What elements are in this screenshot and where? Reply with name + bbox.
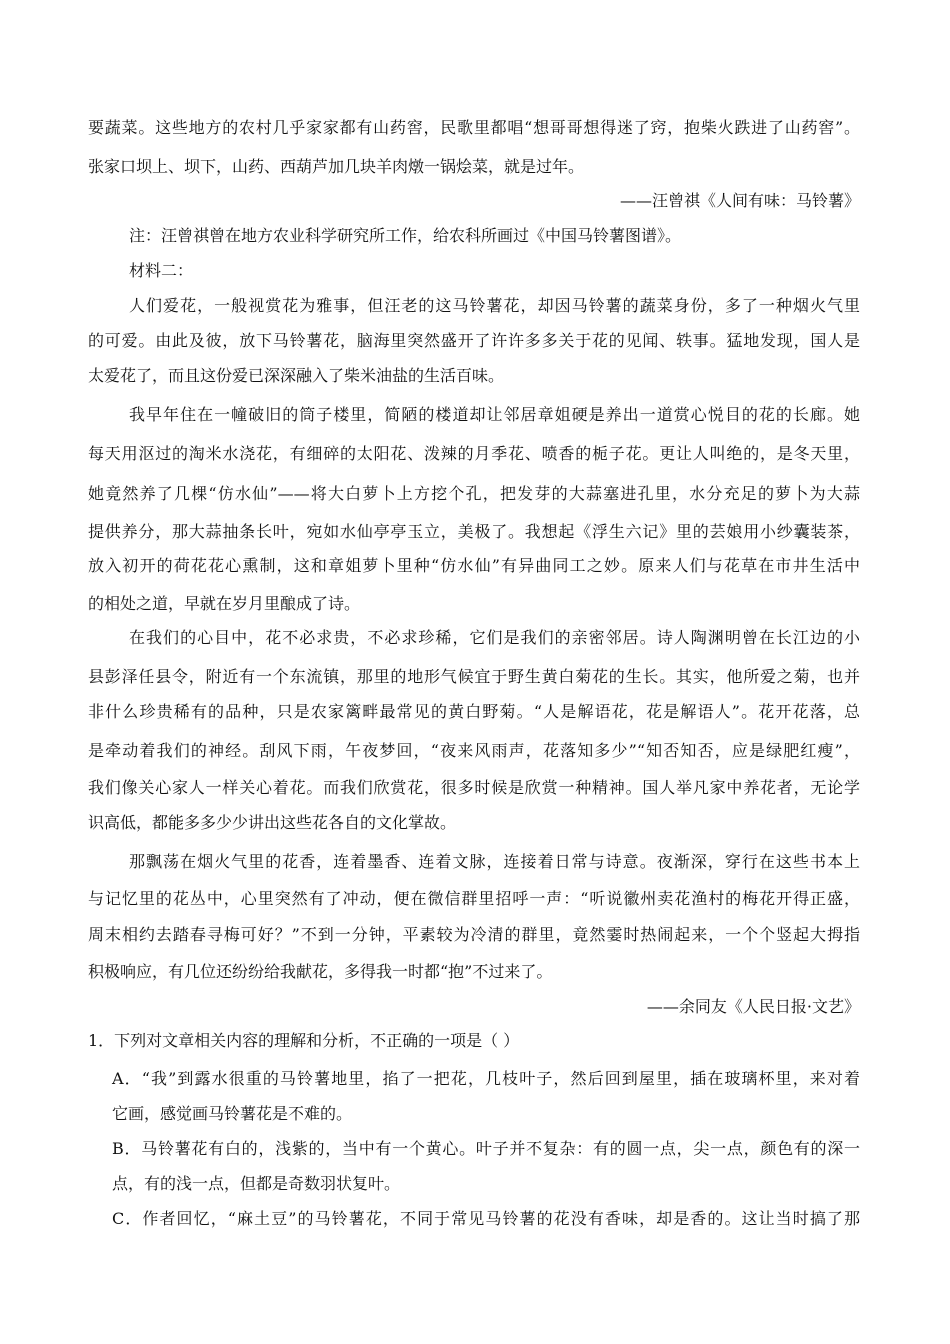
section-heading: 材料二：: [129, 261, 194, 280]
text-line: 的相处之道，早就在岁月里酿成了诗。: [88, 594, 361, 613]
text-line: 我们像关心家人一样关心着花。而我们欣赏花，很多时候是欣赏一种精神。国人举凡家中养花者，无论学: [88, 778, 860, 797]
text-line: 提供养分，那大蒜抽条长叶，宛如水仙亭亭玉立，美极了。我想起《浮生六记》里的芸娘用小纱囊装茶，: [88, 522, 860, 541]
text-line: 每天用沤过的淘米水浇花，有细碎的太阳花、泼辣的月季花、喷香的栀子花。更让人叫绝的，是冬天里，: [88, 444, 860, 463]
text-line: 她竟然养了几棵“仿水仙”——将大白萝卜上方挖个孔，把发芽的大蒜塞进孔里，水分充足的萝卜为大蒜: [88, 484, 860, 503]
text-line: 放入初开的荷花花心熏制，这和章姐萝卜里种“仿水仙”有异曲同工之妙。原来人们与花草在市井生活中: [88, 556, 860, 575]
option-b: B．马铃薯花有白的，浅紫的，当中有一个黄心。叶子并不复杂：有的圆一点，尖一点，颜色有的深一: [112, 1139, 860, 1158]
text-line: 在我们的心目中，花不必求贵，不必求珍稀，它们是我们的亲密邻居。诗人陶渊明曾在长江边的小: [129, 628, 860, 647]
text-line: 县彭泽任县令，附近有一个东流镇，那里的地形气候宜于野生黄白菊花的生长。其实，他所爱之菊，也并: [88, 667, 860, 686]
text-line: 的可爱。由此及彼，放下马铃薯花，脑海里突然盛开了许许多多关于花的见闻、轶事。猛地发现，国人是: [88, 331, 860, 350]
option-a: A．“我”到露水很重的马铃薯地里，掐了一把花，几枝叶子，然后回到屋里，插在玻璃杯里，来对着: [112, 1069, 860, 1088]
text-line: 我早年住在一幢破旧的筒子楼里，简陋的楼道却让邻居章姐硬是养出一道赏心悦目的花的长廊。她: [129, 405, 860, 424]
attribution: ——余同友《人民日报·文艺》: [646, 997, 860, 1016]
text-line: 非什么珍贵稀有的品种，只是农家篱畔最常见的黄白野菊。“人是解语花，花是解语人”。花开花落，总: [88, 702, 860, 721]
text-line: 与记忆里的花丛中，心里突然有了冲动，便在微信群里招呼一声：“听说徽州卖花渔村的梅花开得正盛，: [88, 889, 860, 908]
text-line: 识高低，都能多多少少讲出这些花各自的文化掌故。: [88, 813, 457, 832]
text-line: 周末相约去踏春寻梅可好？”不到一分钟，平素较为冷清的群里，竟然霎时热闹起来，一个个竖起大拇指: [88, 925, 860, 944]
text-line: 是牵动着我们的神经。刮风下雨，午夜梦回，“夜来风雨声，花落知多少”“知否知否，应是绿肥红瘦”，: [88, 741, 860, 760]
option-c: C．作者回忆，“麻土豆”的马铃薯花，不同于常见马铃薯的花没有香味，却是香的。这让当时搞了那: [112, 1209, 860, 1228]
question-stem: 1．下列对文章相关内容的理解和分析，不正确的一项是（ ）: [88, 1031, 520, 1050]
option-a-cont: 它画，感觉画马铃薯花是不难的。: [112, 1104, 353, 1123]
option-b-cont: 点，有的浅一点，但都是奇数羽状复叶。: [112, 1174, 401, 1193]
text-line: 张家口坝上、坝下，山药、西葫芦加几块羊肉燉一锅烩菜，就是过年。: [88, 157, 585, 176]
text-line: 那飘荡在烟火气里的花香，连着墨香、连着文脉，连接着日常与诗意。夜渐深，穿行在这些书本上: [129, 852, 860, 871]
text-line: 太爱花了，而且这份爱已深深融入了柴米油盐的生活百味。: [88, 366, 505, 385]
text-line: 要蔬菜。这些地方的农村几乎家家都有山药窖，民歌里都唱“想哥哥想得迷了窍，抱柴火跌进了山药窖”。: [88, 118, 860, 137]
note-line: 注：汪曾祺曾在地方农业科学研究所工作，给农科所画过《中国马铃薯图谱》。: [129, 226, 682, 245]
text-line: 积极响应，有几位还纷纷给我献花，多得我一时都“抱”不过来了。: [88, 962, 553, 981]
attribution: ——汪曾祺《人间有味：马铃薯》: [619, 191, 860, 210]
text-line: 人们爱花，一般视赏花为雅事，但汪老的这马铃薯花，却因马铃薯的蔬菜身份，多了一种烟火气里: [129, 296, 860, 315]
